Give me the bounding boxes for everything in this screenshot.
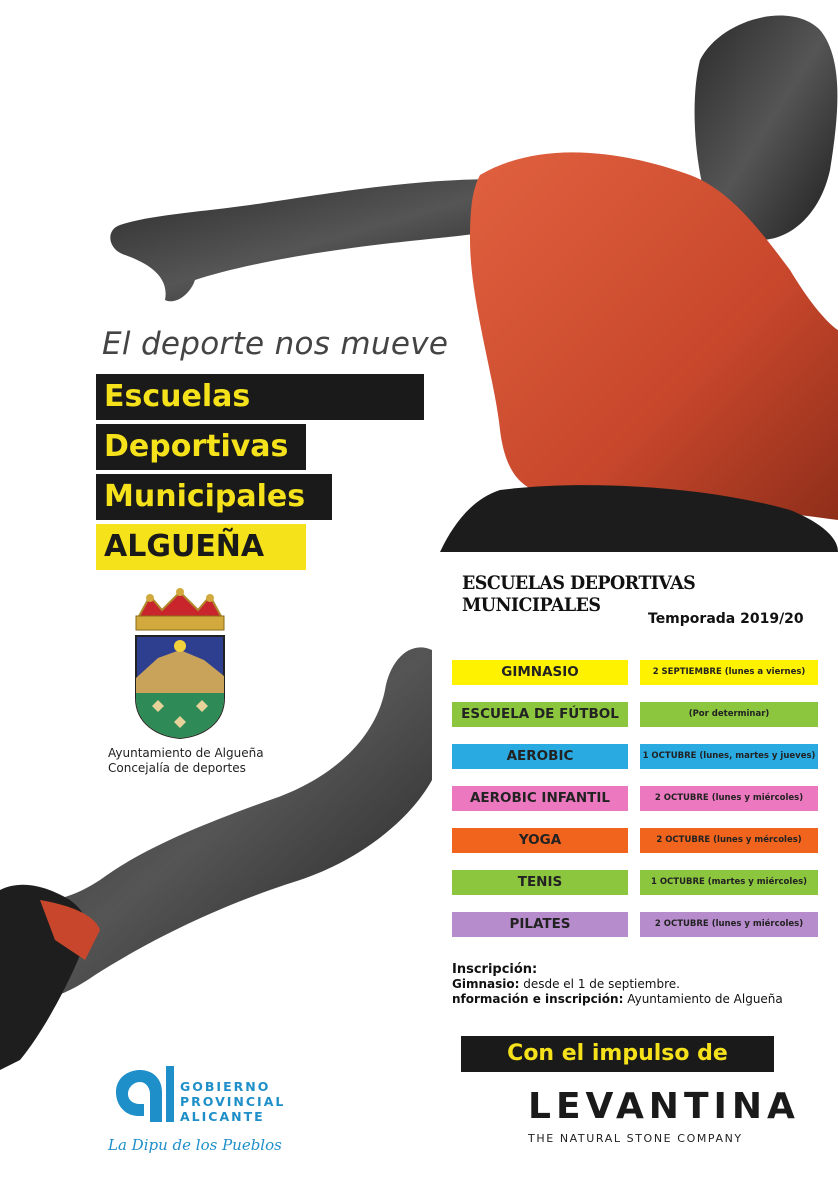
activity-name: ESCUELA DE FÚTBOL — [452, 702, 628, 727]
diputacion-logo-icon — [108, 1064, 176, 1132]
crest-caption-line2: Concejalía de deportes — [108, 761, 246, 775]
gym-text: desde el 1 de septiembre. — [519, 977, 680, 991]
title-line-2: Deportivas — [96, 424, 306, 470]
diputacion-slogan: La Dipu de los Pueblos — [108, 1136, 282, 1154]
inscription-heading: Inscripción: — [452, 962, 538, 977]
title-line-3: Municipales — [96, 474, 332, 520]
crest-caption-line1: Ayuntamiento de Algueña — [108, 746, 264, 760]
activity-date: 2 OCTUBRE (lunes y mércoles) — [640, 828, 818, 853]
crest-caption — [108, 746, 264, 776]
impulso-banner: Con el impulso de — [461, 1036, 774, 1072]
tagline: El deporte nos mueve — [102, 326, 449, 362]
season-label: Temporada 2019/20 — [648, 611, 804, 627]
activity-name: YOGA — [452, 828, 628, 853]
activity-name: TENIS — [452, 870, 628, 895]
info-text: Ayuntamiento de Algueña — [623, 992, 783, 1006]
title-line-1: Escuelas — [96, 374, 424, 420]
activity-name: AEROBIC INFANTIL — [452, 786, 628, 811]
activity-date: 2 OCTUBRE (lunes y miércoles) — [640, 912, 818, 937]
activity-date: (Por determinar) — [640, 702, 818, 727]
diputacion-line1: GOBIERNO — [180, 1079, 271, 1094]
diputacion-line2: PROVINCIAL — [180, 1094, 286, 1109]
inscription-info — [452, 962, 783, 1007]
sponsor-logo-text: LEVANTINA — [528, 1086, 800, 1127]
diputacion-name — [180, 1079, 285, 1124]
municipal-crest-icon — [128, 588, 232, 740]
activity-date: 2 OCTUBRE (lunes y miércoles) — [640, 786, 818, 811]
activity-date: 1 OCTUBRE (lunes, martes y jueves) — [640, 744, 818, 769]
schedule-title: ESCUELAS DEPORTIVAS MUNICIPALES — [462, 572, 696, 616]
diputacion-line3: ALICANTE — [180, 1109, 265, 1124]
activity-name: PILATES — [452, 912, 628, 937]
activity-date: 1 OCTUBRE (martes y miércoles) — [640, 870, 818, 895]
activity-name: AEROBIC — [452, 744, 628, 769]
town-name: ALGUEÑA — [96, 524, 306, 570]
activity-date: 2 SEPTIEMBRE (lunes a viernes) — [640, 660, 818, 685]
sponsor-tagline: THE NATURAL STONE COMPANY — [528, 1132, 743, 1145]
info-label: nformación e inscripción: — [452, 992, 624, 1006]
gym-label: Gimnasio: — [452, 977, 520, 991]
activity-name: GIMNASIO — [452, 660, 628, 685]
